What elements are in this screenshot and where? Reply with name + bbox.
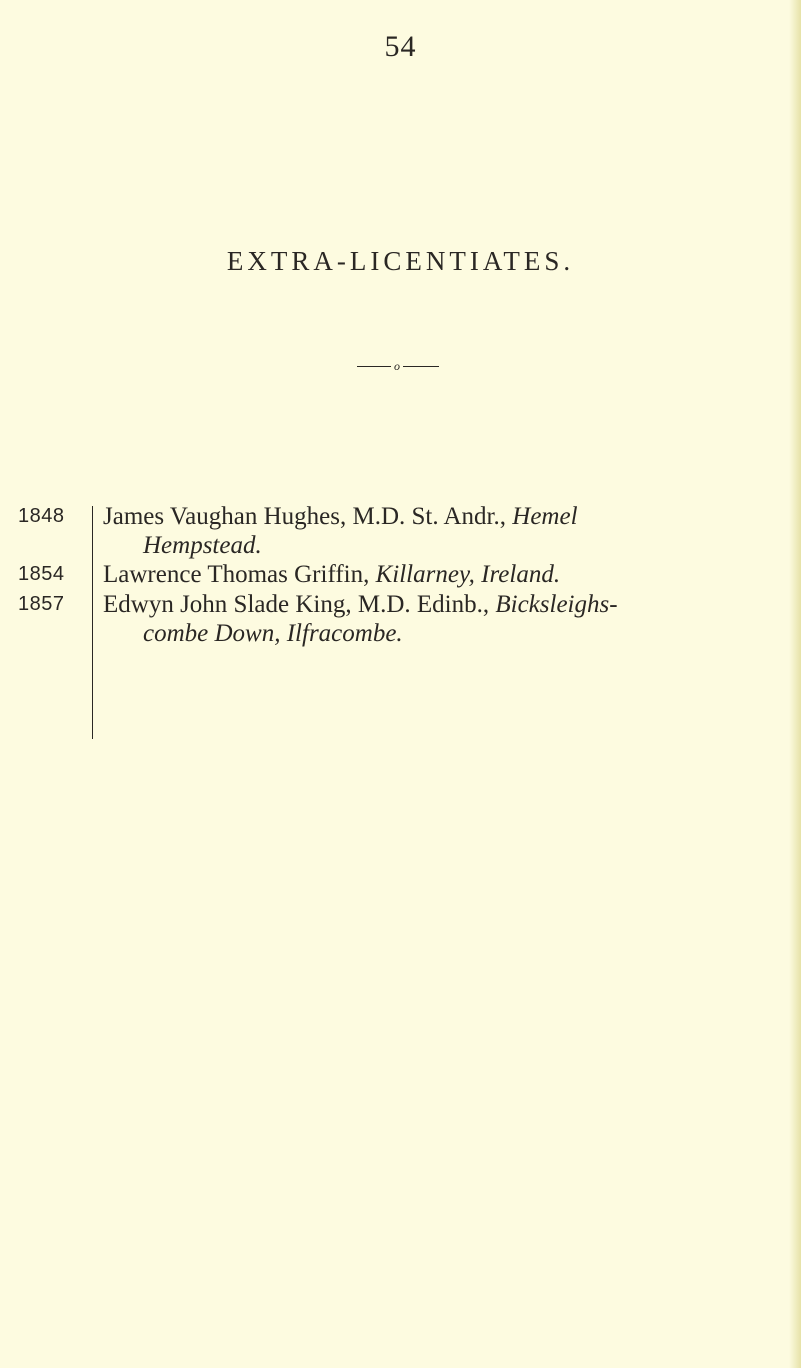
section-title: EXTRA-LICENTIATES.	[226, 246, 575, 276]
entry-text	[103, 560, 793, 589]
entry-place-continued: combe Down, Ilfracombe.	[143, 620, 403, 647]
entry-place: Bicksleighs-	[495, 591, 618, 618]
entry-place: Killarney, Ireland.	[375, 561, 561, 588]
ornament-divider	[357, 358, 447, 374]
entry-year: 1857	[18, 593, 65, 615]
entry-text	[103, 590, 793, 648]
entry-name: James Vaughan Hughes, M.D. St. Andr.,	[103, 503, 507, 530]
licentiate-register	[0, 500, 801, 740]
entry-place-continued: Hempstead.	[143, 532, 262, 559]
entry-text	[103, 502, 793, 560]
column-rule	[92, 506, 93, 739]
entry-place: Hemel	[512, 503, 578, 530]
entry-name: Edwyn John Slade King, M.D. Edinb.,	[103, 591, 490, 618]
entry-name: Lawrence Thomas Griffin,	[103, 561, 370, 588]
entry-year: 1848	[18, 505, 65, 527]
entry-year: 1854	[18, 563, 65, 585]
ornament-rule-left	[357, 366, 391, 367]
ornament-rule-right	[403, 366, 439, 367]
page-number: 54	[384, 30, 417, 63]
ornament-mark: o	[394, 359, 400, 373]
